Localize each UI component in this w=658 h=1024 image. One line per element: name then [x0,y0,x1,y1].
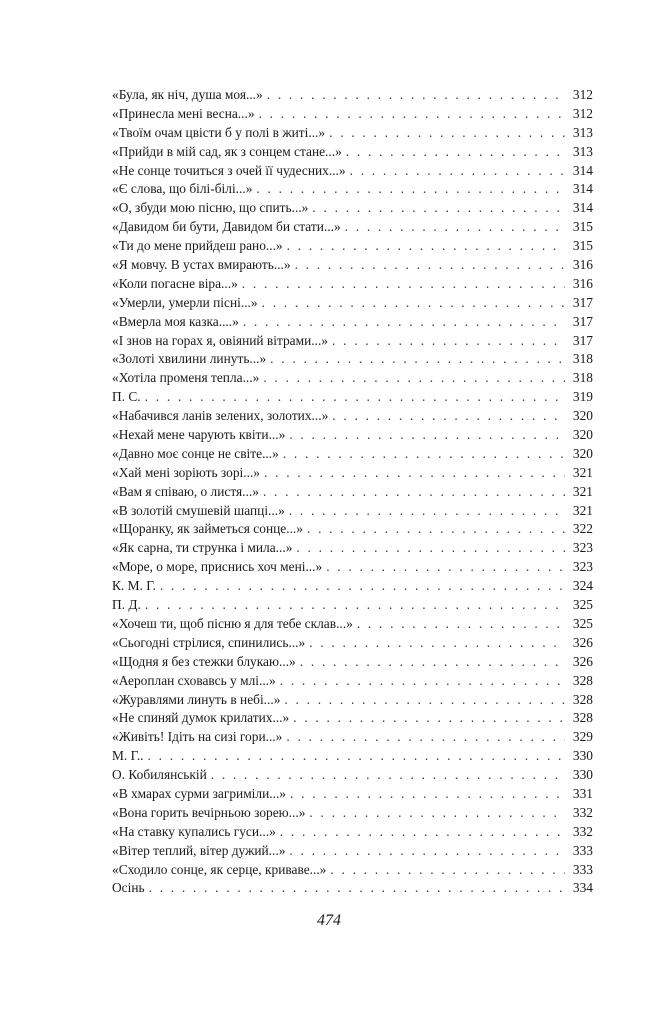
toc-entry-page: 332 [572,804,593,820]
toc-leader-dots [263,369,565,388]
toc-entry [112,539,593,558]
toc-entry-title: М. Г.. [112,748,144,764]
toc-entry-title: «Золоті хвилини линуть...» [112,351,267,367]
toc-entry-page: 320 [572,445,593,461]
toc-entry [112,766,593,785]
toc-entry [112,842,593,861]
toc-entry [112,823,593,842]
toc-entry-title: «Я мовчу. В устах вмирають...» [112,257,291,273]
toc-entry-title: «Вітер теплий, вітер дужий...» [112,842,286,858]
toc-entry-title: «Щодня я без стежки блукаю...» [112,653,296,669]
toc-entry [112,332,593,351]
toc-entry-page: 328 [572,672,593,688]
toc-entry-page: 330 [572,748,593,764]
toc-entry-page: 319 [572,389,593,405]
toc-leader-dots [307,520,565,539]
toc-entry [112,747,593,766]
toc-entry [112,426,593,445]
toc-leader-dots [329,124,565,143]
toc-entry-title: «Набачився ланів зелених, золотих...» [112,408,329,424]
toc-entry-title: «Вмерла моя казка....» [112,313,239,329]
toc-entry-title: «Твоїм очам цвісти б у полі в житі...» [112,124,326,140]
toc-entry [112,237,593,256]
toc-leader-dots [267,86,565,105]
toc-entry-title: «Прийди в мій сад, як з сонцем стане...» [112,143,342,159]
toc-entry [112,596,593,615]
toc-entry-title: «В хмарах сурми загриміли...» [112,785,286,801]
toc-entry-page: 314 [572,181,593,197]
toc-entry [112,691,593,710]
toc-entry-title: «Як сарна, ти струнка і мила...» [112,540,293,556]
toc-entry-page: 325 [572,597,593,613]
toc-leader-dots [350,162,565,181]
toc-entry [112,672,593,691]
toc-entry-page: 321 [572,464,593,480]
toc-leader-dots [357,615,565,634]
toc-entry-title: «Не сонце точиться з очей її чудесних...» [112,162,346,178]
toc-entry-title: «Журавлями линуть в небі...» [112,691,281,707]
toc-leader-dots [295,256,565,275]
toc-leader-dots [148,747,565,766]
toc-entry [112,445,593,464]
toc-entry-title: «Є слова, що білі-білі...» [112,181,253,197]
toc-leader-dots [332,407,565,426]
toc-entry-title: «Була, як ніч, душа моя...» [112,87,263,102]
toc-entry-title: «Давидом би бути, Давидом би стати...» [112,219,341,235]
toc-leader-dots [211,766,565,785]
toc-entry-page: 313 [572,124,593,140]
toc-entry-page: 317 [572,332,593,348]
toc-entry-page: 324 [572,578,593,594]
toc-entry-page: 313 [572,143,593,159]
toc-entry-page: 318 [572,370,593,386]
toc-entry-title: «Хотіла променя тепла...» [112,370,260,386]
toc-entry [112,861,593,880]
toc-entry [112,709,593,728]
toc-leader-dots [256,180,565,199]
page-number: 474 [317,912,341,929]
toc-entry-title: «О, збуди мою пісню, що спить...» [112,200,309,216]
toc-entry-title: «В золотій смушевій шапці...» [112,502,285,518]
toc-entry-page: 333 [572,842,593,858]
toc-entry-page: 315 [572,238,593,254]
toc-entry-page: 314 [572,200,593,216]
toc-leader-dots [300,653,565,672]
toc-entry-title: «Коли погасне віра...» [112,275,238,291]
toc-leader-dots [270,350,565,369]
toc-entry-title: «Море, о море, приснись хоч мені...» [112,559,323,575]
toc-leader-dots [280,823,565,842]
toc-entry-page: 318 [572,351,593,367]
toc-entry-title: «Хочеш ти, щоб пісню я для тебе склав...» [112,615,353,631]
toc-entry-title: «Не спиняй думок крилатих...» [112,710,290,726]
toc-entry [112,653,593,672]
toc-entry-title: «Принесла мені весна...» [112,105,255,121]
toc-entry-title: «Умерли, умерли пісні...» [112,294,258,310]
toc-entry [112,162,593,181]
toc-entry-page: 312 [572,87,593,102]
toc-leader-dots [145,388,565,407]
toc-entry-title: П. С. [112,389,141,405]
toc-entry-page: 326 [572,653,593,669]
toc-entry-title: «Аероплан сховавсь у млі...» [112,672,276,688]
toc-entry-title: «І знов на горах я, овіяний вітрами...» [112,332,328,348]
toc-entry-page: 320 [572,408,593,424]
toc-entry [112,615,593,634]
toc-entry-page: 320 [572,427,593,443]
toc-leader-dots [312,199,565,218]
toc-leader-dots [332,332,565,351]
toc-entry [112,879,593,898]
toc-leader-dots [289,426,565,445]
toc-leader-dots [290,785,565,804]
toc-leader-dots [263,483,565,502]
toc-leader-dots [280,672,565,691]
toc-leader-dots [345,218,565,237]
toc-entry-page: 332 [572,823,593,839]
toc-entry [112,369,593,388]
toc-leader-dots [243,313,565,332]
toc-entry [112,86,593,105]
toc-entry [112,804,593,823]
toc-entry [112,124,593,143]
toc-entry-title: «Нехай мене чарують квіти...» [112,427,286,443]
toc-entry [112,464,593,483]
toc-entry-title: «Сьогодні стрілися, спинились...» [112,634,306,650]
toc-leader-dots [330,861,565,880]
toc-entry [112,143,593,162]
toc-leader-dots [293,709,565,728]
toc-entry [112,577,593,596]
toc-leader-dots [296,539,565,558]
toc-entry-title: «Щоранку, як займеться сонце...» [112,521,303,537]
toc-entry [112,483,593,502]
toc-leader-dots [289,842,565,861]
toc-entry-title: «Сходило сонце, як серце, криваве...» [112,861,327,877]
toc-leader-dots [289,502,565,521]
toc-leader-dots [264,464,565,483]
toc-leader-dots [309,804,565,823]
toc-entry-title: «Ти до мене прийдеш рано...» [112,238,283,254]
toc-entry-title: К. М. Г. [112,578,156,594]
toc-leader-dots [326,558,565,577]
toc-entry-title: О. Кобилянській [112,767,207,783]
toc-leader-dots [160,577,565,596]
toc-entry-page: 322 [572,521,593,537]
toc-entry-title: «Давно моє сонце не світе...» [112,445,279,461]
toc-leader-dots [242,275,565,294]
toc-entry-page: 312 [572,105,593,121]
toc-entry [112,313,593,332]
toc-entry-title: «Вам я співаю, о листя...» [112,483,259,499]
toc-entry-page: 314 [572,162,593,178]
toc-leader-dots [346,143,565,162]
toc-entry [112,558,593,577]
toc-entry [112,785,593,804]
toc-entry-title: П. Д. [112,597,141,613]
toc-entry [112,388,593,407]
toc-entry [112,294,593,313]
toc-entry-page: 323 [572,540,593,556]
toc-entry-page: 323 [572,559,593,575]
toc-entry-page: 321 [572,502,593,518]
toc-entry [112,634,593,653]
toc-leader-dots [145,596,565,615]
toc-leader-dots [287,237,565,256]
toc-entry [112,407,593,426]
toc-entry-page: 334 [572,880,593,896]
toc-entry-page: 316 [572,275,593,291]
toc-entry [112,520,593,539]
toc-entry-page: 315 [572,219,593,235]
toc-entry [112,728,593,747]
toc-entry-page: 326 [572,634,593,650]
toc-entry-page: 325 [572,615,593,631]
toc-entry-title: «На ставку купались гуси...» [112,823,276,839]
toc-leader-dots [262,294,565,313]
toc-entry [112,350,593,369]
toc-entry [112,502,593,521]
toc-entry-page: 316 [572,257,593,273]
toc-entry [112,180,593,199]
toc-entry-title: «Вона горить вечірньою зорею...» [112,804,306,820]
toc-entry [112,199,593,218]
toc-entry-page: 317 [572,294,593,310]
toc-leader-dots [286,728,565,747]
toc-entry-page: 331 [572,785,593,801]
toc-entry-page: 328 [572,710,593,726]
toc-entry [112,218,593,237]
toc-leader-dots [259,105,565,124]
toc-leader-dots [284,691,565,710]
toc-leader-dots [309,634,565,653]
toc-entry-page: 329 [572,729,593,745]
toc-entry [112,275,593,294]
toc-entry-page: 321 [572,483,593,499]
toc-entry-title: Осінь [112,880,145,896]
toc-entry [112,256,593,275]
toc-entry-title: «Хай мені зоріють зорі...» [112,464,260,480]
toc-entry-page: 330 [572,767,593,783]
toc-entry-page: 328 [572,691,593,707]
table-of-contents [112,86,593,898]
toc-entry-title: «Живіть! Ідіть на сизі гори...» [112,729,283,745]
toc-leader-dots [283,445,565,464]
toc-entry-page: 333 [572,861,593,877]
toc-entry [112,105,593,124]
toc-leader-dots [149,879,565,898]
toc-entry-page: 317 [572,313,593,329]
